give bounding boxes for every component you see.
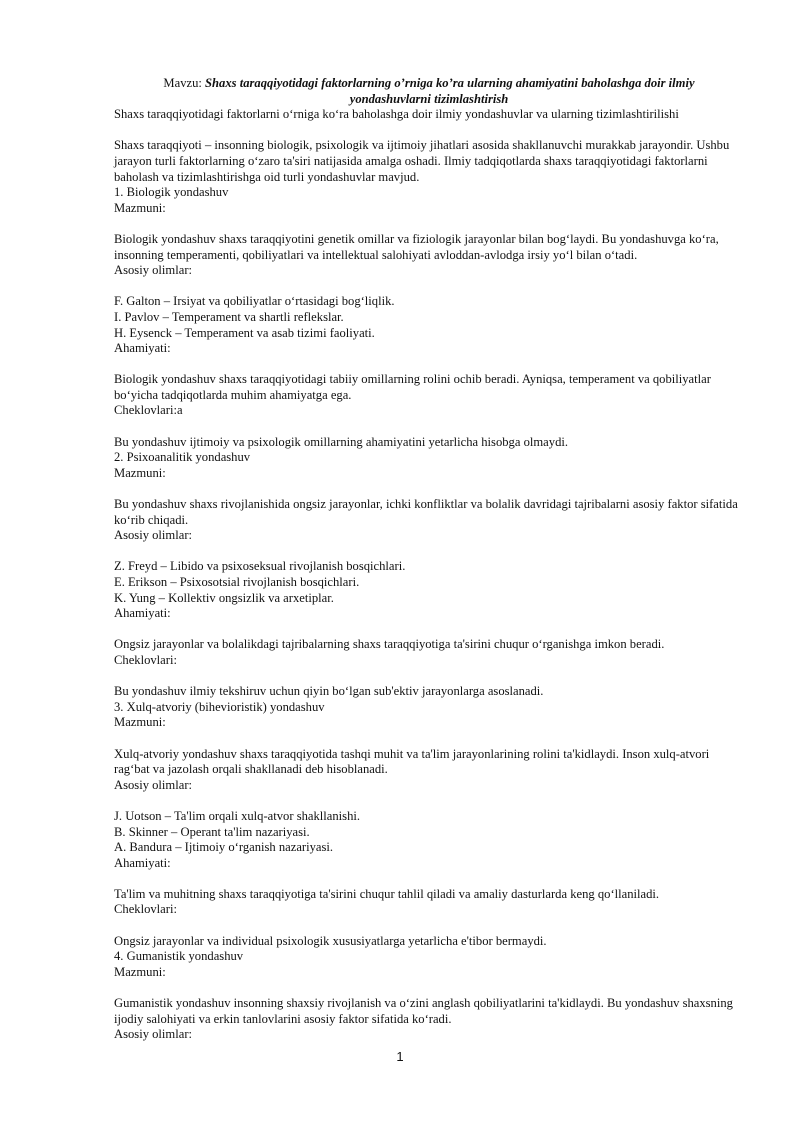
content-paragraph: Gumanistik yondashuv insonning shaxsiy rivojlanish va oʻzini anglash qobiliyatlarini ta'kidlaydi. Bu yondashuv shaxsning ijodiy salohiyati va erkin tanlovlarini asosiy faktor sifatida koʻradi. (114, 996, 733, 1026)
title-topic-line2: yondashuvlarni tizimlashtirish (349, 91, 509, 106)
importance-label: Ahamiyati: (114, 341, 171, 356)
scholar-item: B. Skinner – Operant ta'lim nazariyasi. (114, 824, 310, 839)
content-label: Mazmuni: (114, 465, 166, 480)
scholar-item: H. Eysenck – Temperament va asab tizimi faoliyati. (114, 325, 375, 340)
content-paragraph: Xulq-atvoriy yondashuv shaxs taraqqiyotida tashqi muhit va ta'lim jarayonlarining rolini ta'kidlaydi. Inson xulq-atvori ragʻbat va jazolash orqali shakllanadi deb hisoblanadi. (114, 746, 710, 777)
limits-paragraph: Bu yondashuv ijtimoiy va psixologik omillarning ahamiyatini yetarlicha hisobga olmaydi. (114, 434, 569, 449)
scholars-label: Asosiy olimlar: (114, 777, 193, 792)
title-label: Mavzu: (163, 76, 206, 90)
document-page (114, 76, 744, 1043)
limits-paragraph: Bu yondashuv ilmiy tekshiruv uchun qiyin boʻlgan sub'ektiv jarayonlarga asoslanadi. (114, 684, 544, 699)
content-paragraph: Biologik yondashuv shaxs taraqqiyotini genetik omillar va fiziologik jarayonlar bilan bogʻlaydi. Bu yondashuvga koʻra, insonning temperamenti, qobiliyatlari va intellektual salohiyati avloddan-avlodga irsiy yoʻl bilan oʻtadi. (114, 231, 719, 262)
importance-label: Ahamiyati: (114, 855, 171, 870)
importance-paragraph: Ta'lim va muhitning shaxs taraqqiyotiga ta'sirini chuqur tahlil qiladi va amaliy dasturlarda keng qoʻllaniladi. (114, 886, 660, 901)
subtitle: Shaxs taraqqiyotidagi faktorlarni oʻrniga koʻra baholashga doir ilmiy yondashuvlar va ularning tizimlashtirilishi (114, 107, 679, 122)
scholars-label: Asosiy olimlar: (114, 263, 193, 278)
content-paragraph: Bu yondashuv shaxs rivojlanishida ongsiz jarayonlar, ichki konfliktlar va bolalik davridagi tajribalarni asosiy faktor sifatida koʻrib chiqadi. (114, 497, 738, 527)
scholar-item: K. Yung – Kollektiv ongsizlik va arxetiplar. (114, 590, 334, 605)
document-title (114, 76, 744, 107)
limits-paragraph: Ongsiz jarayonlar va individual psixologik xususiyatlarga yetarlicha e'tibor bermaydi. (114, 933, 547, 948)
importance-paragraph: Biologik yondashuv shaxs taraqqiyotidagi tabiiy omillarning rolini ochib beradi. Ayniqsa, temperament va qobiliyatlar boʻyicha tadqiqotlarda muhim ahamiyatga ega. (114, 372, 711, 402)
scholar-item: A. Bandura – Ijtimoiy oʻrganish nazariyasi. (114, 840, 334, 855)
scholar-item: J. Uotson – Ta'lim orqali xulq-atvor shakllanishi. (114, 808, 361, 823)
section-heading: 2. Psixoanalitik yondashuv (114, 450, 251, 465)
scholar-item: E. Erikson – Psixosotsial rivojlanish bosqichlari. (114, 575, 360, 589)
limits-label: Cheklovlari: (114, 652, 177, 667)
importance-paragraph: Ongsiz jarayonlar va bolalikdagi tajribalarning shaxs taraqqiyotiga ta'sirini chuqur oʻrganishga imkon beradi. (114, 637, 665, 652)
section-heading: 1. Biologik yondashuv (114, 185, 229, 200)
importance-label: Ahamiyati: (114, 606, 171, 621)
content-label: Mazmuni: (114, 715, 166, 730)
content-label: Mazmuni: (114, 964, 166, 979)
title-topic-line1: Shaxs taraqqiyotidagi faktorlarning o’rniga ko’ra ularning ahamiyatini baholashga doir ilmiy (205, 76, 695, 90)
scholar-item: Z. Freyd – Libido va psixoseksual rivojlanish bosqichlari. (114, 559, 406, 574)
limits-label: Cheklovlari: (114, 902, 177, 917)
scholars-label: Asosiy olimlar: (114, 528, 193, 543)
scholars-label: Asosiy olimlar: (114, 1027, 193, 1042)
intro-paragraph: Shaxs taraqqiyoti – insonning biologik, psixologik va ijtimoiy jihatlari asosida shakllanuvchi murakkab jarayondir. Ushbu jarayon turli faktorlarning oʻzaro ta'siri natijasida amalga oshadi. Ilmiy tadqiqotlarda shaxs taraqqiyotidagi faktorlarni baholash va tizimlashtirishga oid turli yondashuvlar mavjud. (114, 138, 730, 184)
scholar-item: I. Pavlov – Temperament va shartli reflekslar. (114, 309, 344, 324)
section-heading: 4. Gumanistik yondashuv (114, 949, 244, 964)
section-heading: 3. Xulq-atvoriy (bihevioristik) yondashuv (114, 699, 325, 714)
content-label: Mazmuni: (114, 200, 166, 215)
page-number: 1 (396, 1049, 404, 1064)
limits-label: Cheklovlari:a (114, 403, 183, 418)
scholar-item: F. Galton – Irsiyat va qobiliyatlar oʻrtasidagi bogʻliqlik. (114, 294, 395, 309)
